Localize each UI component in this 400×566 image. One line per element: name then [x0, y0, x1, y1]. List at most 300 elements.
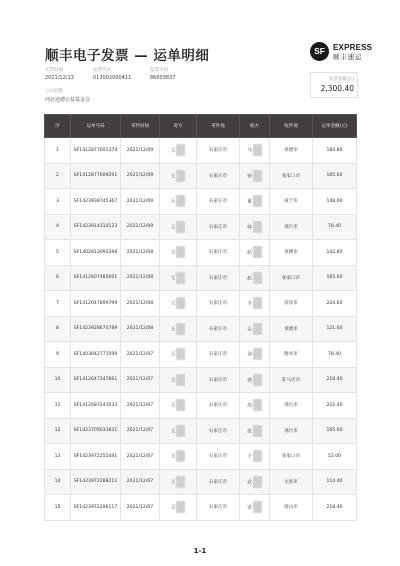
origin-city: 石家庄市: [208, 275, 228, 281]
destination-city: 太原市: [284, 479, 298, 485]
waybill-number-cell: [71, 240, 121, 266]
sender-name-cell: [160, 189, 197, 215]
waybill-number-cell: [71, 138, 121, 164]
sender-name-cell: [160, 316, 197, 342]
row-index: 15: [54, 504, 61, 510]
send-time-cell: [121, 265, 160, 291]
destination-city-cell: [270, 495, 313, 521]
waybill-amount-cell: [313, 393, 357, 419]
waybill-number: SF1423705033831: [73, 428, 118, 434]
origin-city-cell: [197, 189, 240, 215]
origin-city: 石家庄市: [208, 301, 228, 307]
receiver-name-cell: [240, 291, 270, 317]
origin-city-cell: [197, 163, 240, 189]
waybill-amount: 165.60: [326, 428, 343, 434]
receiver-name-cell: [240, 393, 270, 419]
origin-city-cell: [197, 240, 240, 266]
redacted-name-mask: [176, 272, 185, 284]
origin-city: 石家庄市: [208, 352, 228, 358]
redacted-name-mask: [176, 221, 185, 233]
receiver-name-cell: [240, 189, 270, 215]
sender-name-cell: [160, 367, 197, 393]
waybill-number: SF1423914310123: [73, 224, 118, 230]
invoice-number-value: 86603837: [150, 75, 176, 81]
origin-city: 石家庄市: [208, 250, 228, 256]
waybill-number-cell: [71, 163, 121, 189]
sender-name-cell: [160, 240, 197, 266]
origin-city: 石家庄市: [208, 148, 228, 154]
sender-name: 王: [170, 250, 176, 256]
row-index-cell: [45, 214, 71, 240]
column-header-receiver: 收方: [240, 115, 270, 138]
receiver-name-cell: [240, 495, 270, 521]
send-time-cell: [121, 240, 160, 266]
redacted-name-mask: [253, 399, 262, 411]
waybill-number: SF1423928670789: [73, 326, 118, 332]
redacted-name-mask: [253, 323, 262, 335]
sender-name-cell: [160, 163, 197, 189]
sender-name: 王: [170, 480, 176, 486]
origin-city-cell: [197, 367, 240, 393]
row-index: 11: [54, 402, 61, 408]
origin-city: 石家庄市: [208, 479, 228, 485]
sender-name: 王: [170, 225, 176, 231]
table-row: [45, 495, 357, 521]
waybill-number: SF1412877601374: [73, 147, 118, 153]
row-index: 12: [54, 428, 61, 434]
row-index: 3: [56, 198, 59, 204]
waybill-number: SF1423938745367: [73, 198, 118, 204]
destination-city: 菏泽市: [284, 301, 298, 307]
origin-city-cell: [197, 316, 240, 342]
send-time-cell: [121, 495, 160, 521]
waybill-amount-cell: [313, 367, 357, 393]
destination-city-cell: [270, 163, 313, 189]
sf-express-logo: [310, 42, 388, 62]
destination-city: 张家口市: [281, 454, 301, 460]
redacted-name-mask: [253, 144, 262, 156]
destination-city: 承德市: [284, 250, 298, 256]
table-row: [45, 444, 357, 470]
redacted-name-mask: [176, 170, 185, 182]
origin-city-cell: [197, 418, 240, 444]
destination-city-cell: [270, 214, 313, 240]
row-index: 6: [56, 275, 59, 281]
waybill-amount: 222.40: [326, 402, 343, 408]
receiver-name: 董: [247, 199, 252, 205]
origin-city-cell: [197, 469, 240, 495]
table-row: [45, 214, 357, 240]
origin-city: 石家庄市: [208, 224, 228, 230]
origin-city: 石家庄市: [208, 173, 228, 179]
waybill-amount-cell: [313, 291, 357, 317]
waybill-number-cell: [71, 418, 121, 444]
origin-city-cell: [197, 291, 240, 317]
send-time-cell: [121, 291, 160, 317]
send-time-cell: [121, 316, 160, 342]
waybill-amount: 78.40: [327, 224, 342, 230]
waybill-table: [44, 114, 357, 521]
receiver-name: 安: [247, 505, 252, 511]
row-index: 10: [54, 377, 61, 383]
row-index-cell: [45, 163, 71, 189]
origin-city-cell: [197, 214, 240, 240]
waybill-amount-cell: [313, 495, 357, 521]
redacted-name-mask: [253, 450, 262, 462]
waybill-amount: 52.00: [327, 453, 342, 459]
origin-city-cell: [197, 265, 240, 291]
redacted-name-mask: [176, 425, 185, 437]
table-row: [45, 342, 357, 368]
receiver-name-cell: [240, 367, 270, 393]
page-number: 1-1: [193, 547, 207, 555]
waybill-amount: 165.60: [326, 173, 343, 179]
table-row: [45, 469, 357, 495]
destination-city-cell: [270, 265, 313, 291]
waybill-amount-cell: [313, 316, 357, 342]
waybill-number: SF1402813092298: [73, 249, 118, 255]
row-index: 8: [56, 326, 59, 332]
issue-date-label: 开票时间: [45, 68, 63, 73]
redacted-name-mask: [176, 348, 185, 360]
logo-chinese-text: 顺丰速运: [333, 53, 363, 61]
send-time: 2021/12/08: [126, 275, 154, 281]
waybill-number: SF1412607485601: [73, 275, 118, 281]
redacted-name-mask: [253, 170, 262, 182]
receiver-name: 高: [247, 403, 252, 409]
company-field: [45, 88, 90, 103]
send-time-cell: [121, 138, 160, 164]
send-time-cell: [121, 214, 160, 240]
row-index: 1: [56, 147, 59, 153]
company-value: 河北迹德公益基金会: [45, 97, 91, 103]
row-index-cell: [45, 316, 71, 342]
sender-name: 王: [170, 378, 176, 384]
row-index: 14: [54, 479, 61, 485]
invoice-number-label: 发票号码: [150, 68, 168, 73]
waybill-amount-cell: [313, 240, 357, 266]
redacted-name-mask: [253, 221, 262, 233]
send-time-cell: [121, 444, 160, 470]
receiver-name-cell: [240, 138, 270, 164]
send-time: 2021/12/09: [126, 147, 154, 153]
redacted-name-mask: [253, 272, 262, 284]
waybill-number: SF1423972296117: [73, 504, 118, 510]
send-time: 2021/12/07: [126, 479, 154, 485]
table-row: [45, 393, 357, 419]
send-time-cell: [121, 367, 160, 393]
table-row: [45, 418, 357, 444]
waybill-amount: 121.60: [326, 326, 343, 332]
waybill-amount: 142.80: [326, 249, 343, 255]
row-index: 2: [56, 173, 59, 179]
origin-city: 石家庄市: [208, 428, 228, 434]
destination-city: 邢台市: [284, 224, 298, 230]
waybill-amount-cell: [313, 418, 357, 444]
waybill-number-cell: [71, 367, 121, 393]
receiver-name-cell: [240, 163, 270, 189]
sender-name-cell: [160, 342, 197, 368]
receiver-name: 于: [247, 454, 252, 460]
receiver-name-cell: [240, 444, 270, 470]
row-index-cell: [45, 469, 71, 495]
row-index-cell: [45, 393, 71, 419]
sender-name: 王: [170, 454, 176, 460]
redacted-name-mask: [253, 374, 262, 386]
waybill-number: SF1403842771599: [73, 351, 118, 357]
row-index: 7: [56, 300, 59, 306]
receiver-name: 武: [247, 480, 252, 486]
destination-city: 唐山市: [284, 505, 298, 511]
row-index-cell: [45, 189, 71, 215]
origin-city-cell: [197, 342, 240, 368]
redacted-name-mask: [176, 246, 185, 258]
receiver-name: 韦: [247, 301, 252, 307]
destination-city-cell: [270, 291, 313, 317]
sender-name: 王: [170, 174, 176, 180]
send-time: 2021/12/07: [126, 504, 154, 510]
waybill-number: SF1412877609291: [73, 173, 118, 179]
sender-name-cell: [160, 265, 197, 291]
send-time: 2021/12/08: [126, 300, 154, 306]
row-index: 13: [54, 453, 61, 459]
redacted-name-mask: [176, 476, 185, 488]
sender-name-cell: [160, 444, 197, 470]
send-time-cell: [121, 469, 160, 495]
sender-name: 王: [170, 429, 176, 435]
table-body: [45, 138, 357, 521]
send-time: 2021/12/08: [126, 326, 154, 332]
column-header-waybill: 运单号码: [71, 115, 121, 138]
invoice-amount-value: 2,300.40: [320, 84, 354, 93]
waybill-number: SF1412647247661: [73, 377, 118, 383]
send-time: 2021/12/07: [126, 453, 154, 459]
redacted-name-mask: [253, 501, 262, 513]
destination-city-cell: [270, 342, 313, 368]
redacted-name-mask: [176, 144, 185, 156]
waybill-amount: 148.00: [326, 198, 343, 204]
destination-city-cell: [270, 444, 313, 470]
receiver-name-cell: [240, 469, 270, 495]
redacted-name-mask: [176, 323, 185, 335]
table-row: [45, 265, 357, 291]
row-index: 5: [56, 249, 59, 255]
waybill-amount-cell: [313, 189, 357, 215]
origin-city-cell: [197, 138, 240, 164]
row-index-cell: [45, 418, 71, 444]
waybill-number-cell: [71, 265, 121, 291]
send-time: 2021/12/07: [126, 428, 154, 434]
row-index: 4: [56, 224, 59, 230]
waybill-amount: 114.40: [326, 479, 343, 485]
waybill-number: SF1412647899799: [73, 300, 118, 306]
sender-name-cell: [160, 393, 197, 419]
send-time-cell: [121, 189, 160, 215]
table-row: [45, 316, 357, 342]
origin-city: 石家庄市: [208, 403, 228, 409]
origin-city: 石家庄市: [208, 454, 228, 460]
destination-city: 承德市: [284, 326, 298, 332]
sender-name-cell: [160, 214, 197, 240]
receiver-name-cell: [240, 240, 270, 266]
waybill-amount: 78.40: [327, 351, 342, 357]
destination-city-cell: [270, 367, 313, 393]
waybill-amount-cell: [313, 342, 357, 368]
redacted-name-mask: [176, 195, 185, 207]
redacted-name-mask: [176, 399, 185, 411]
send-time-cell: [121, 342, 160, 368]
receiver-name: 郭: [247, 378, 252, 384]
destination-city-cell: [270, 316, 313, 342]
waybill-number-cell: [71, 214, 121, 240]
waybill-number: SF1423972288211: [73, 479, 118, 485]
receiver-name: 刘: [247, 352, 252, 358]
row-index-cell: [45, 240, 71, 266]
destination-city: 承德市: [284, 148, 298, 154]
receiver-name: 韩: [247, 225, 252, 231]
origin-city: 石家庄市: [208, 377, 228, 383]
row-index: 9: [56, 351, 59, 357]
origin-city-cell: [197, 444, 240, 470]
sender-name-cell: [160, 291, 197, 317]
destination-city-cell: [270, 138, 313, 164]
row-index-cell: [45, 367, 71, 393]
column-header-destination: 收件地: [270, 115, 313, 138]
waybill-amount-cell: [313, 138, 357, 164]
waybill-number-cell: [71, 189, 121, 215]
waybill-amount: 224.60: [326, 300, 343, 306]
column-header-time: 寄件时间: [121, 115, 160, 138]
destination-city: 邢台市: [284, 428, 298, 434]
redacted-name-mask: [253, 195, 262, 207]
redacted-name-mask: [176, 450, 185, 462]
invoice-code-value: 013002000411: [93, 75, 132, 81]
destination-city: 张家口市: [281, 173, 301, 179]
waybill-number-cell: [71, 316, 121, 342]
destination-city-cell: [270, 393, 313, 419]
column-header-amount: 运单金额(元): [313, 115, 357, 138]
sender-name-cell: [160, 469, 197, 495]
send-time-cell: [121, 393, 160, 419]
redacted-name-mask: [253, 476, 262, 488]
sender-name: 王: [170, 276, 176, 282]
redacted-name-mask: [176, 501, 185, 513]
receiver-name-cell: [240, 316, 270, 342]
receiver-name-cell: [240, 214, 270, 240]
table-row: [45, 240, 357, 266]
sf-logo-mark: SF: [310, 42, 329, 61]
table-row: [45, 138, 357, 164]
page-title: 顺丰电子发票 — 运单明细: [45, 48, 210, 64]
origin-city-cell: [197, 393, 240, 419]
redacted-name-mask: [253, 297, 262, 309]
waybill-amount-cell: [313, 444, 357, 470]
send-time-cell: [121, 163, 160, 189]
waybill-number-cell: [71, 469, 121, 495]
sender-name-cell: [160, 495, 197, 521]
send-time: 2021/12/09: [126, 198, 154, 204]
redacted-name-mask: [176, 374, 185, 386]
row-index-cell: [45, 495, 71, 521]
receiver-name-cell: [240, 342, 270, 368]
invoice-code-field: [93, 67, 131, 81]
send-time: 2021/12/08: [126, 249, 154, 255]
waybill-number-cell: [71, 495, 121, 521]
table-row: [45, 163, 357, 189]
receiver-name-cell: [240, 265, 270, 291]
row-index-cell: [45, 444, 71, 470]
sender-name: 王: [170, 352, 176, 358]
column-header-sender: 寄方: [160, 115, 197, 138]
table-row: [45, 189, 357, 215]
destination-city: 驻马店市: [281, 377, 301, 383]
send-time: 2021/12/09: [126, 173, 154, 179]
table-row: [45, 291, 357, 317]
waybill-amount: 218.40: [326, 504, 343, 510]
waybill-number-cell: [71, 291, 121, 317]
invoice-code-label: 发票代码: [93, 68, 111, 73]
sender-name: 王: [170, 327, 176, 333]
sender-name: 王: [170, 199, 176, 205]
waybill-number-cell: [71, 444, 121, 470]
row-index-cell: [45, 265, 71, 291]
receiver-name: 钟: [247, 174, 252, 180]
destination-city-cell: [270, 240, 313, 266]
waybill-amount-cell: [313, 265, 357, 291]
sender-name: 王: [170, 403, 176, 409]
waybill-amount-cell: [313, 214, 357, 240]
redacted-name-mask: [253, 425, 262, 437]
sender-name: 王: [170, 301, 176, 307]
invoice-amount-label: 发票金额(元): [329, 77, 354, 82]
sender-name-cell: [160, 418, 197, 444]
destination-city: 邢台市: [284, 403, 298, 409]
origin-city-cell: [197, 495, 240, 521]
column-header-origin: 寄件地: [197, 115, 240, 138]
logo-english-text: EXPRESS: [333, 43, 373, 52]
sender-name: 王: [170, 148, 176, 154]
send-time-cell: [121, 418, 160, 444]
receiver-name: 赵: [247, 276, 252, 282]
receiver-name: 马: [247, 148, 252, 154]
origin-city: 石家庄市: [208, 505, 228, 511]
invoice-amount-box: [310, 72, 358, 98]
sender-name-cell: [160, 138, 197, 164]
row-index-cell: [45, 291, 71, 317]
receiver-name: 赵: [247, 250, 252, 256]
waybill-amount: 184.80: [326, 147, 343, 153]
origin-city: 石家庄市: [208, 199, 228, 205]
waybill-number-cell: [71, 393, 121, 419]
destination-city: 衡水市: [284, 352, 298, 358]
row-index-cell: [45, 342, 71, 368]
redacted-name-mask: [253, 246, 262, 258]
send-time: 2021/12/07: [126, 402, 154, 408]
redacted-name-mask: [176, 297, 185, 309]
destination-city: 张家口市: [281, 275, 301, 281]
waybill-amount-cell: [313, 163, 357, 189]
table-header-row: [45, 115, 357, 138]
waybill-number: SF1412687243033: [73, 402, 118, 408]
receiver-name: 吕: [247, 327, 252, 333]
column-header-index: 序: [45, 115, 71, 138]
waybill-amount-cell: [313, 469, 357, 495]
send-time: 2021/12/09: [126, 224, 154, 230]
issue-date-value: 2021/12/13: [45, 75, 74, 81]
destination-city-cell: [270, 469, 313, 495]
destination-city-cell: [270, 189, 313, 215]
row-index-cell: [45, 138, 71, 164]
